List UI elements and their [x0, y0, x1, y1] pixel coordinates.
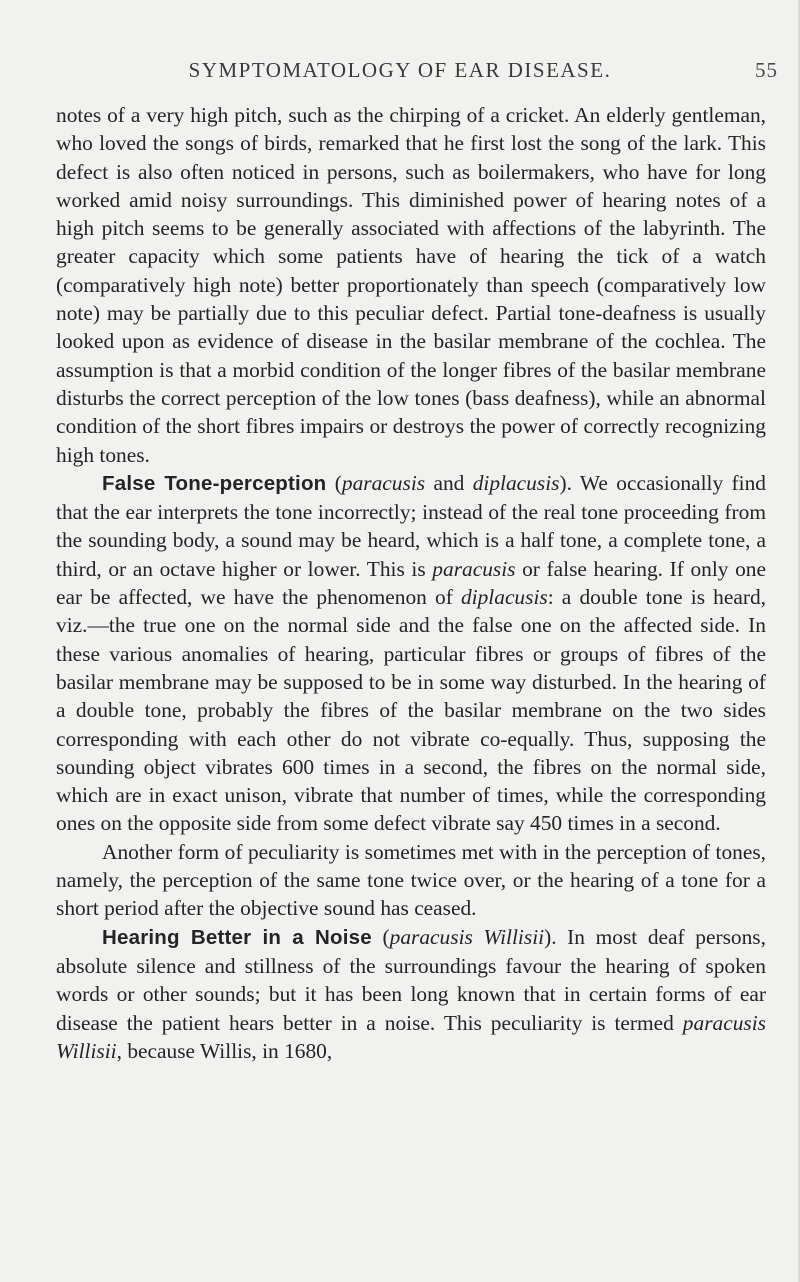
italic-term: paracusis — [341, 470, 426, 495]
text-run: ( — [371, 924, 390, 949]
section-heading-false-tone-perception: False Tone-perception — [102, 471, 327, 495]
paragraph-continuation: notes of a very high pitch, such as the chirping of a cricket. An elderly gentleman, who loved the songs of birds, remarked that he first lost the song of the lark. This defect is also often noticed in persons, such as boilermakers, who have for long worked amid noisy surroundings. This diminished power of hearing notes of a high pitch seems to be generally associated with affections of the labyrinth. The greater capacity which some patients have of hearing the tick of a watch (comparatively high note) better proportionately than speech (comparatively low note) may be partially due to this peculiar defect. Partial tone-deafness is usually looked upon as evidence of disease in the basilar membrane of the cochlea. The assumption is that a morbid condition of the longer fibres of the basilar membrane disturbs the correct perception of the low tones (bass deafness), while an abnormal condition of the short fibres impairs or destroys the power of correctly recognizing high tones. — [56, 103, 766, 467]
page-number: 55 — [755, 58, 778, 82]
paragraph-false-tone-perception — [56, 469, 766, 838]
running-head: SYMPTOMATOLOGY OF EAR DISEASE. — [188, 58, 612, 82]
italic-term: diplacusis — [472, 470, 560, 495]
text-run: In most deaf persons, absolute silence and stillness of the surroundings favour the hearing of spoken words or other sounds; but it has been long known that in certain forms of ear disease the patient hears better in a noise. This peculiarity is termed — [56, 924, 766, 1035]
italic-term: paracusis Willisii — [389, 924, 545, 949]
text-run: We occasionally find that the ear interprets the tone incorrectly; instead of the real tone proceeding from the sounding body, a sound may be heard, which is a half tone, a complete tone, a third, or an octave higher or lower. This is — [56, 470, 766, 581]
italic-term: diplacusis — [460, 585, 548, 610]
text-run: or false hearing. If only one ear be affected, we have the phenomenon of — [56, 556, 766, 610]
text-run: ( — [326, 470, 342, 495]
paragraph-hearing-better-in-noise — [56, 923, 766, 1065]
text-run: : a double tone is heard, viz.—the true one on the normal side and the false one on the affected side. In these various anomalies of hearing, particular fibres or groups of fibres of the basilar membrane may be supposed to be in some way disturbed. In the hearing of a double tone, probably the fibres of the basilar membrane on the two sides corresponding with each other do not vibrate co-equally. Thus, supposing the sounding object vibrates 600 times in a second, the fibres on the normal side, which are in exact unison, vibrate that number of times, while the corresponding ones on the opposite side from some defect vibrate say 450 times in a second. — [56, 585, 767, 836]
italic-term: paracusis Willisii — [56, 1010, 766, 1063]
body-text — [56, 101, 766, 1065]
text-run: ). — [544, 924, 557, 949]
italic-term: paracusis — [432, 556, 516, 581]
text-run: ). — [559, 470, 572, 495]
text-run: , because Willis, in 1680, — [116, 1038, 333, 1063]
paragraph-another-form: Another form of peculiarity is sometimes met with in the perception of tones, namely, the perception of the same tone twice over, or the hearing of a tone for a short period after the objective sound has ceased. — [56, 839, 766, 921]
text-run: and — [425, 470, 473, 495]
section-heading-hearing-better-in-noise: Hearing Better in a Noise — [102, 925, 372, 949]
